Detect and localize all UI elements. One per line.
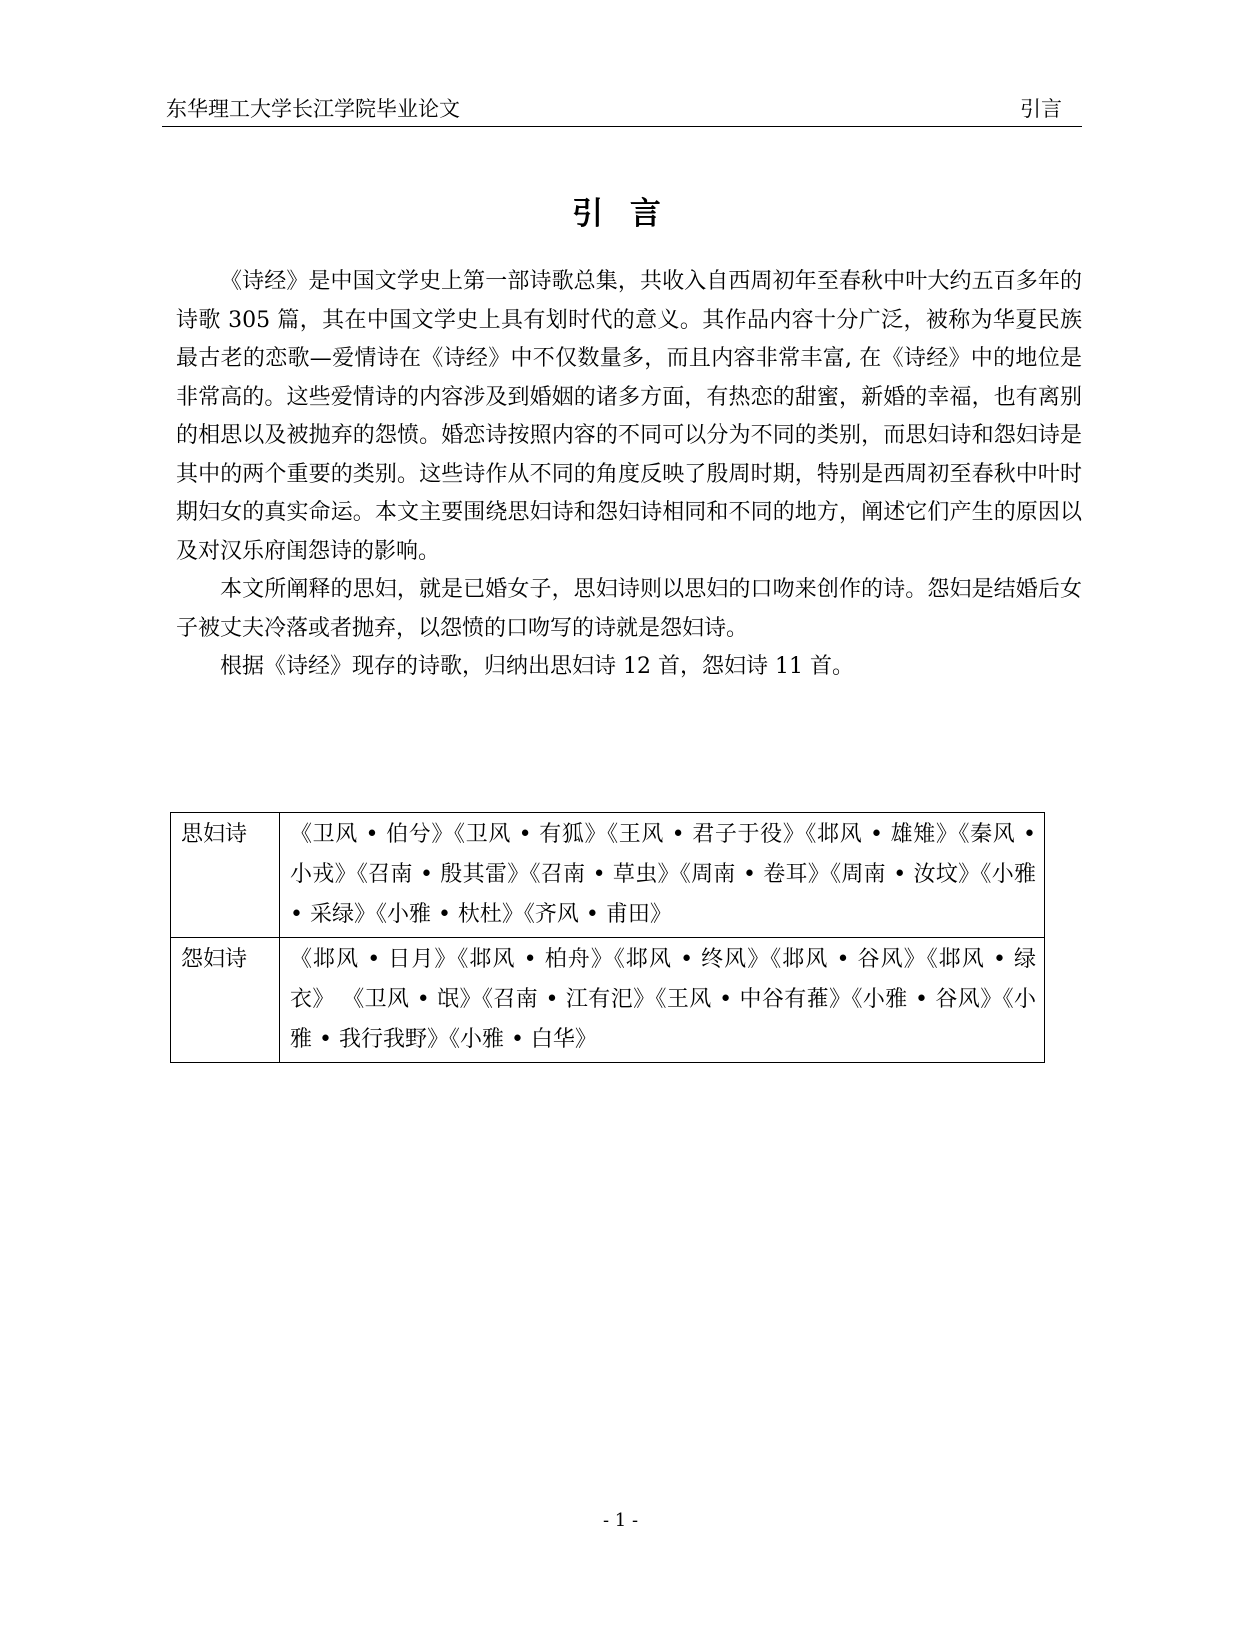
table-row — [171, 938, 1045, 1063]
page-title: 引 言 — [572, 196, 669, 232]
category-cell: 怨妇诗 — [171, 938, 280, 1063]
poem-list-cell: 《邶风 • 日月》《邶风 • 柏舟》《邶风 • 终风》《邶风 • 谷风》《邶风 • 绿衣》 《卫风 • 氓》《召南 • 江有汜》《王风 • 中谷有蓷》《小雅 • 谷风》《小雅 • 我行我野》《小雅 • 白华》 — [280, 938, 1045, 1063]
poem-list-cell: 《卫风 • 伯兮》《卫风 • 有狐》《王风 • 君子于役》《邶风 • 雄雉》《秦风 • 小戎》《召南 • 殷其雷》《召南 • 草虫》《周南 • 卷耳》《周南 • 汝坟》《小雅 • 采绿》《小雅 • 杕杜》《齐风 • 甫田》 — [280, 813, 1045, 938]
paragraph-2: 本文所阐释的思妇，就是已婚女子，思妇诗则以思妇的口吻来创作的诗。怨妇是结婚后女子被丈夫冷落或者抛弃，以怨愤的口吻写的诗就是怨妇诗。 — [176, 577, 1082, 641]
page-header — [162, 94, 1082, 127]
header-thesis-title: 东华理工大学长江学院毕业论文 — [166, 97, 460, 121]
paragraph-1: 《诗经》是中国文学史上第一部诗歌总集，共收入自西周初年至春秋中叶大约五百多年的诗歌 305 篇，其在中国文学史上具有划时代的意义。其作品内容十分广泛，被称为华夏民族最古老的恋歌—爱情诗在《诗经》中不仅数量多，而且内容非常丰富, 在《诗经》中的地位是非常高的。这些爱情诗的内容涉及到婚姻的诸多方面，有热恋的甜蜜，新婚的幸福，也有离别的相思以及被抛弃的怨愤。婚恋诗按照内容的不同可以分为不同的类别，而思妇诗和怨妇诗是其中的两个重要的类别。这些诗作从不同的角度反映了殷周时期，特别是西周初至春秋中叶时期妇女的真实命运。本文主要围绕思妇诗和怨妇诗相同和不同的地方，阐述它们产生的原因以及对汉乐府闺怨诗的影响。 — [176, 269, 1082, 564]
poem-category-table — [170, 812, 1045, 1063]
paragraph-3: 根据《诗经》现存的诗歌，归纳出思妇诗 12 首，怨妇诗 11 首。 — [220, 654, 854, 679]
page-number: - 1 - — [602, 1510, 639, 1531]
table-row — [171, 813, 1045, 938]
category-cell: 思妇诗 — [171, 813, 280, 938]
header-section-name: 引言 — [1020, 97, 1062, 121]
body-text — [176, 263, 1082, 687]
